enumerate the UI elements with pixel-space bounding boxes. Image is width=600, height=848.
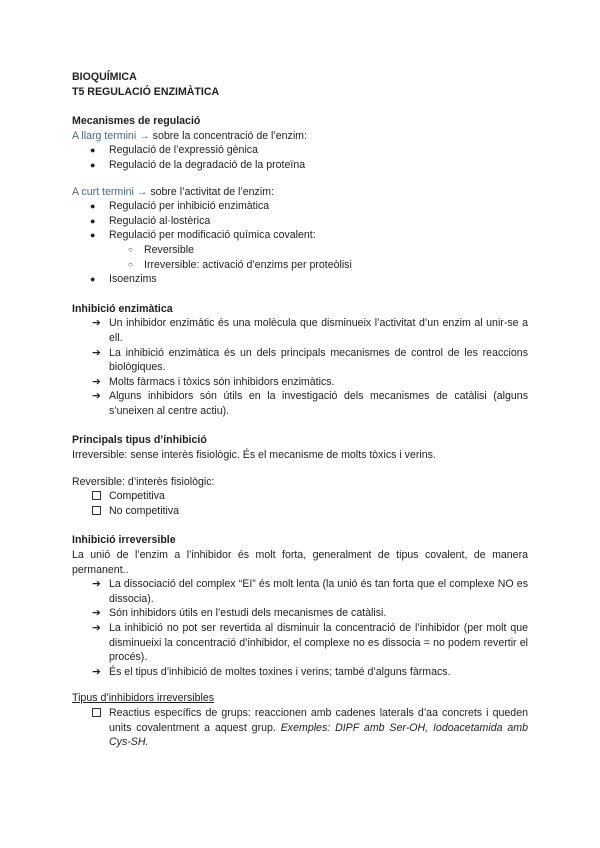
checkbox-icon[interactable] — [92, 506, 101, 515]
short-term-label: A curt termini — [72, 185, 134, 198]
list-item — [72, 272, 528, 287]
list-item-text: Isoenzims — [109, 273, 157, 286]
arrow-icon: ➔ — [92, 346, 101, 359]
inhibicio-list — [72, 316, 528, 418]
subject-title: BIOQUÍMICA — [72, 71, 137, 83]
arrow-item — [72, 346, 528, 375]
arrow-item — [72, 665, 528, 680]
list-item — [72, 143, 528, 158]
bullet-icon: ● — [90, 215, 96, 226]
arrow-item-text: Un inhibidor enzimàtic és una molècula que disminueix l’activitat d’un enzim al unir-se a ell. — [109, 317, 528, 344]
checkbox-item-reactius — [72, 706, 528, 750]
document-content — [72, 70, 528, 750]
reversible-summary: Reversible: d’interès fisiològic: — [72, 475, 215, 488]
arrow-item — [72, 375, 528, 390]
arrow-icon: ➔ — [92, 317, 101, 330]
checkbox-label: Competitiva — [109, 490, 165, 503]
arrow-item — [72, 389, 528, 418]
reversible-options — [72, 489, 528, 518]
irreversible-summary: Irreversible: sense interès fisiològic. És el mecanisme de molts tòxics i verins. — [72, 449, 436, 462]
arrow-item-text: La dissociació del complex “EI” és molt lenta (la unió és tan forta que el complexe NO es dissocia). — [109, 578, 528, 605]
topic-title: T5 REGULACIÓ ENZIMÀTICA — [72, 85, 220, 98]
list-item-text: Regulació de la degradació de la proteïna — [109, 158, 306, 171]
list-item — [72, 158, 528, 173]
arrow-icon: ➔ — [92, 665, 101, 678]
short-term-text: sobre l’activitat de l’enzim: — [147, 185, 274, 198]
checkbox-item-competitiva — [72, 489, 528, 504]
sub-list-item — [72, 258, 528, 273]
section-heading-irreversible: Inhibició irreversible — [72, 534, 176, 547]
checkbox-item-no-competitiva — [72, 504, 528, 519]
short-term-list — [72, 199, 528, 287]
arrow-item-text: Molts fàrmacs i tòxics són inhibidors enzimàtics. — [109, 375, 335, 388]
long-term-text: sobre la concentració de l’enzim: — [149, 129, 307, 142]
arrow-item-text: És el tipus d’inhibició de moltes toxines i verins; també d’alguns fàrmacs. — [109, 665, 451, 678]
arrow-icon: ➔ — [92, 578, 101, 591]
list-item-text: Regulació de l’expressió gènica — [109, 144, 258, 157]
section-heading-tipus: Principals tipus d’inhibició — [72, 434, 207, 447]
bullet-icon: ● — [90, 201, 96, 212]
arrow-item-text: Alguns inhibidors són útils en la investigació dels mecanismes de catàlisi (alguns s’uneixen al centre actiu). — [109, 390, 528, 417]
irreversible-list — [72, 577, 528, 679]
arrow-item — [72, 577, 528, 606]
arrow-item — [72, 606, 528, 621]
circle-bullet-icon: ○ — [128, 259, 133, 269]
checkbox-label: No competitiva — [109, 504, 180, 517]
checkbox-icon[interactable] — [92, 708, 101, 717]
arrow-icon: ➔ — [92, 375, 101, 388]
list-item — [72, 214, 528, 229]
long-term-list — [72, 143, 528, 172]
checkbox-icon[interactable] — [92, 491, 101, 500]
list-item-text: Regulació per modificació química covalent: — [109, 229, 316, 242]
list-item-text: Regulació per inhibició enzimàtica — [109, 200, 270, 213]
sub-list-item — [72, 243, 528, 258]
bullet-icon: ● — [90, 230, 96, 241]
sub-list-item-text: Reversible — [144, 243, 195, 256]
section-heading-mecanismes: Mecanismes de regulació — [72, 115, 201, 128]
arrow-item-text: Són inhibidors útils en l’estudi dels mecanismes de catàlisi. — [109, 607, 387, 620]
circle-bullet-icon: ○ — [128, 244, 133, 254]
arrow-icon: ➔ — [92, 607, 101, 620]
long-term-arrow: → — [139, 129, 150, 142]
list-item — [72, 199, 528, 214]
arrow-icon: ➔ — [92, 622, 101, 634]
arrow-item — [72, 316, 528, 345]
arrow-icon: ➔ — [92, 390, 101, 403]
short-term-arrow: → — [136, 185, 148, 198]
checkbox-label: Reactius específics de grups: reaccionen amb cadenes laterals d’aa concrets i queden units covalentment a aquest grup. — [109, 706, 528, 734]
arrow-item — [72, 621, 528, 665]
irreversible-intro: La unió de l’enzim a l’inhibidor és molt forta, generalment de tipus covalent, de manera permanent.. — [72, 549, 528, 576]
arrow-item-text: La inhibició enzimàtica és un dels principals mecanismes de control de les reaccions biològiques. — [109, 346, 528, 374]
sub-list-item-text: Irreversible: activació d’enzims per proteòlisi — [144, 258, 352, 271]
bullet-icon: ● — [90, 145, 96, 156]
section-heading-inhibicio: Inhibició enzimàtica — [72, 302, 173, 315]
subsection-heading-tipus-irreversibles: Tipus d’inhibidors irreversibles — [72, 692, 215, 705]
long-term-line — [72, 129, 528, 144]
list-item — [72, 228, 528, 243]
examples-text: Exemples: DIPF amb Ser-OH, Iodoacetamida amb Cys-SH. — [109, 721, 528, 749]
arrow-item-text: La inhibició no pot ser revertida al disminuir la concentració de l’inhibidor (per molt que disminueixi la concentració d’inhibidor, el complexe no es dissocia = no podem revertir el procés). — [109, 622, 528, 664]
list-item-text: Regulació al·lostèrica — [109, 214, 211, 227]
long-term-label: A llarg termini — [72, 129, 137, 142]
bullet-icon: ● — [90, 159, 96, 170]
tipus-irreversibles-list — [72, 706, 528, 750]
short-term-line — [72, 185, 528, 200]
bullet-icon: ● — [90, 274, 96, 285]
